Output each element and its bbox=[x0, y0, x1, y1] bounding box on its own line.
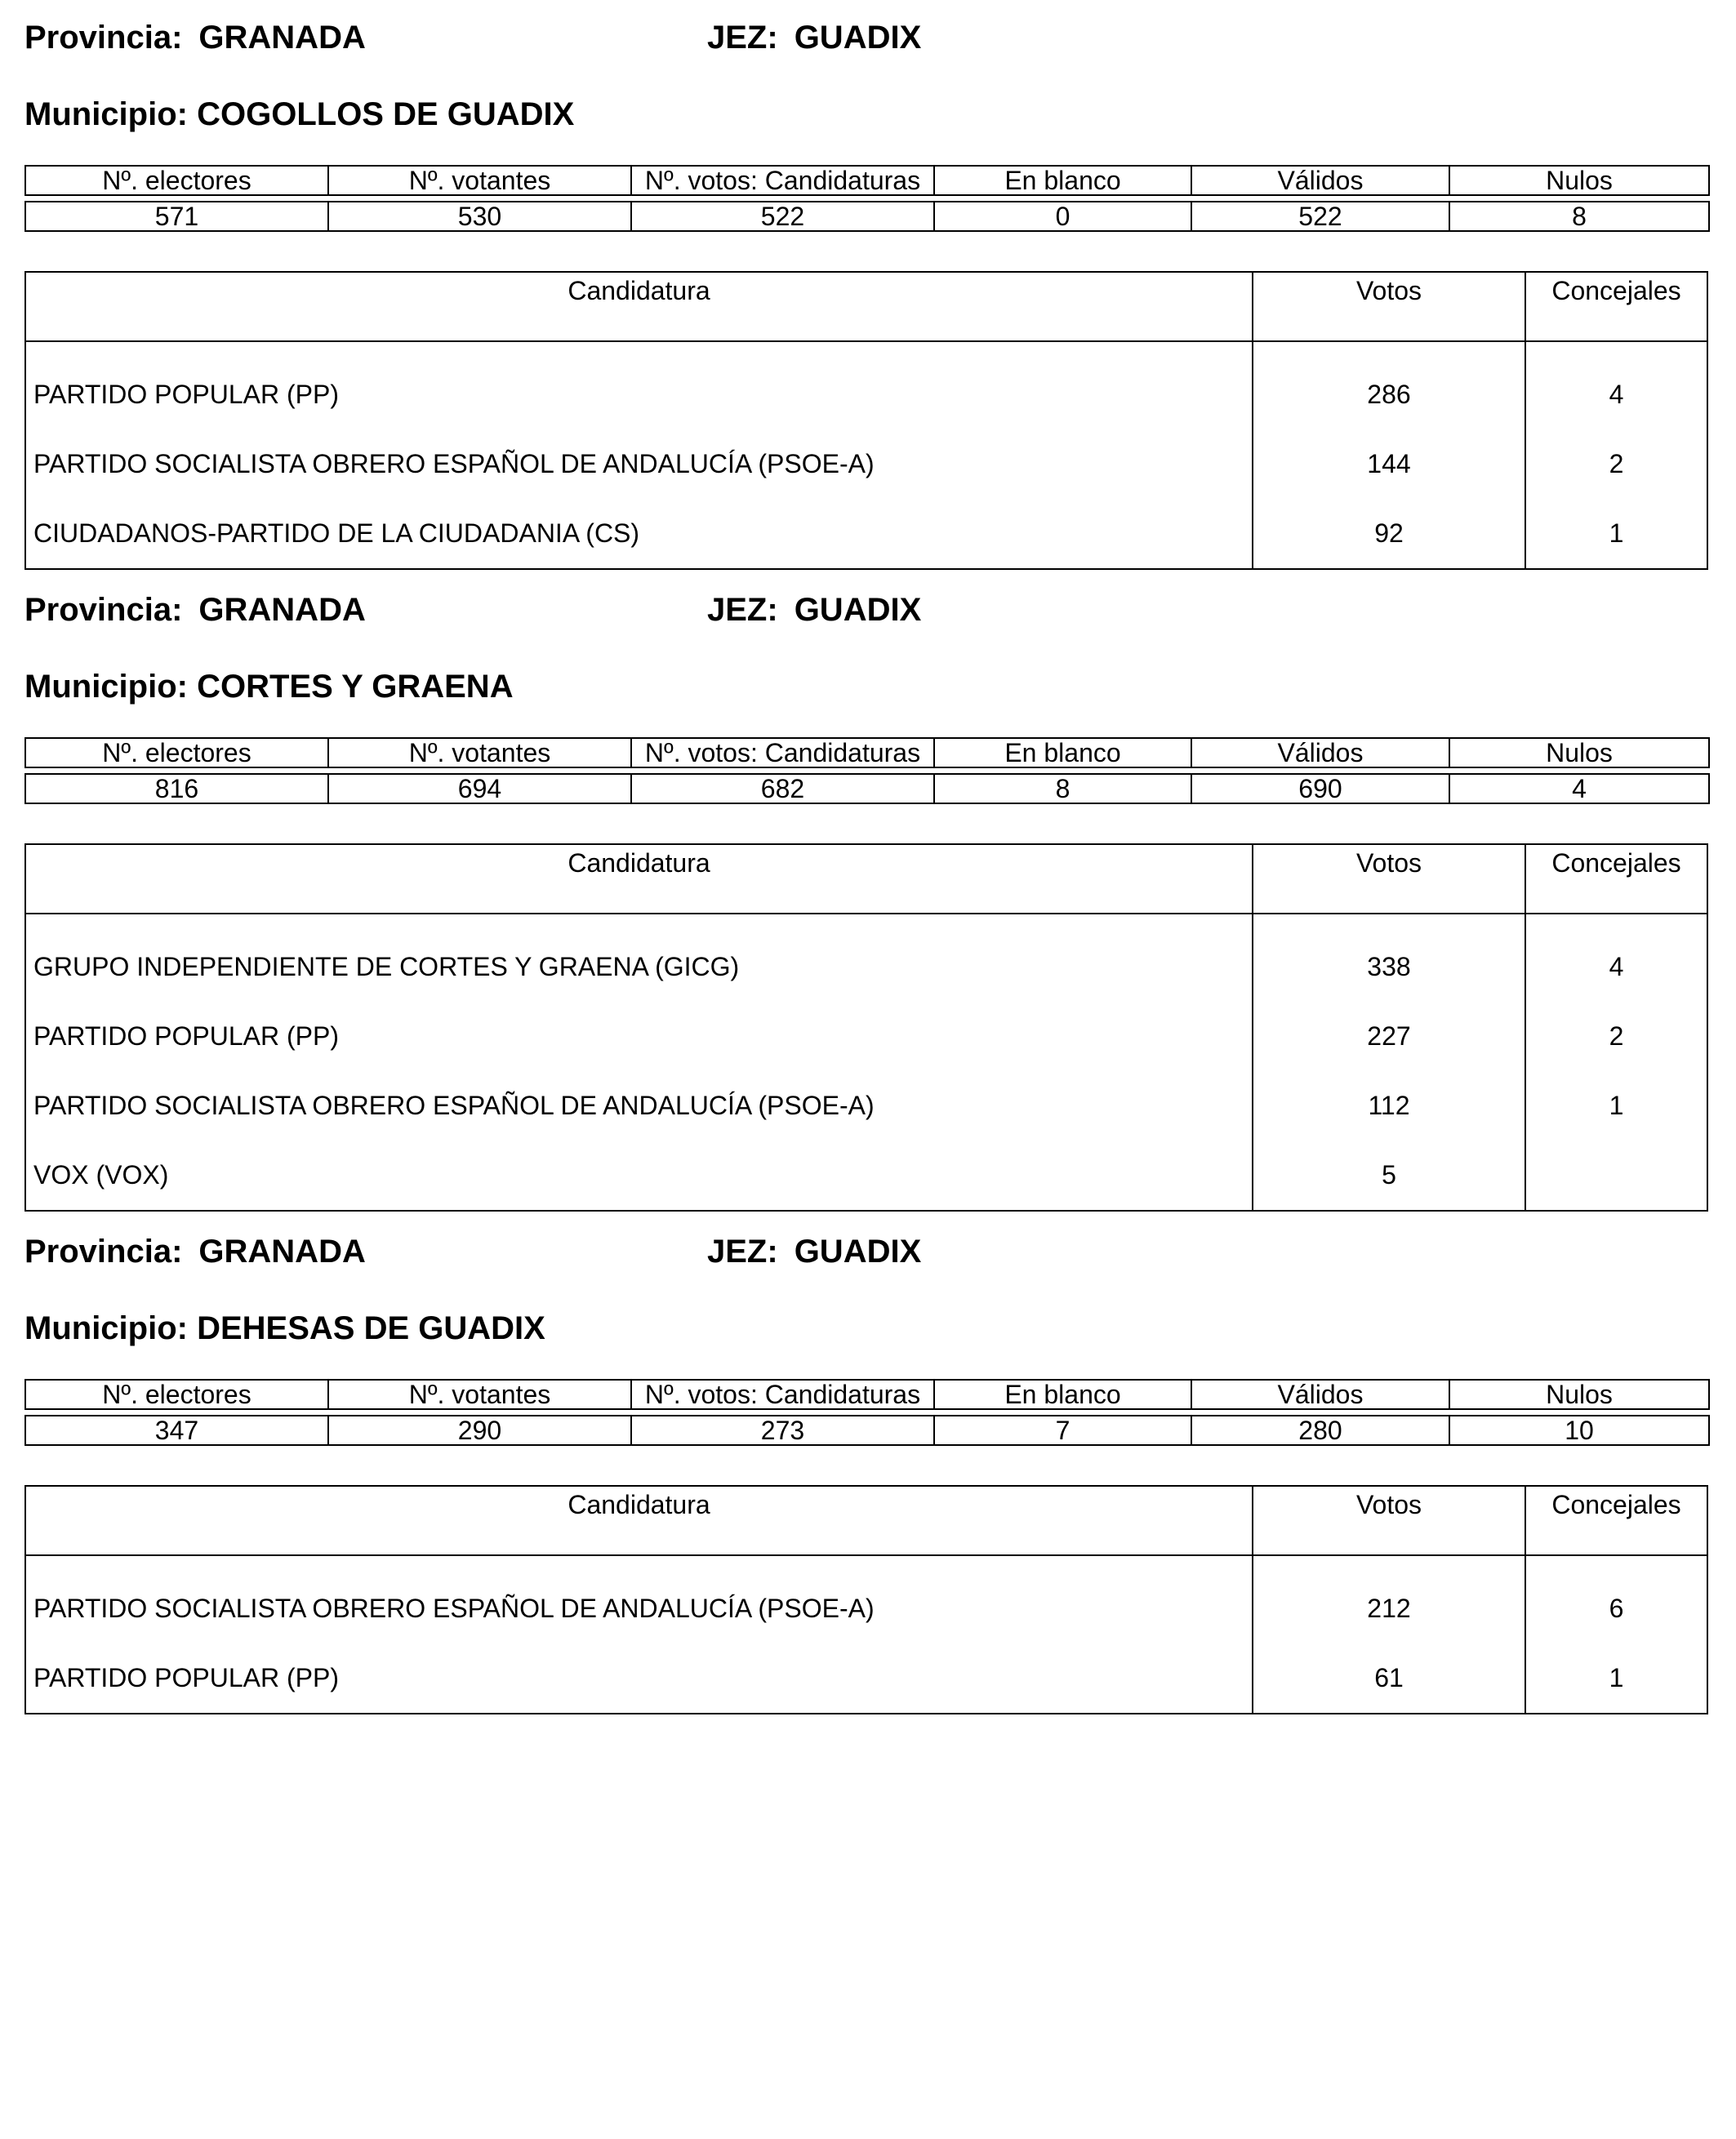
provincia-line bbox=[24, 18, 366, 57]
cand-name: PARTIDO SOCIALISTA OBRERO ESPAÑOL DE ANDALUCÍA (PSOE-A) bbox=[25, 1555, 1253, 1643]
cand-concejales: 4 bbox=[1525, 341, 1707, 429]
cand-name: PARTIDO POPULAR (PP) bbox=[25, 341, 1253, 429]
cand-header-row bbox=[25, 272, 1707, 341]
stats-header: Nº. electores bbox=[25, 738, 328, 767]
cand-row bbox=[25, 1643, 1707, 1714]
cand-row bbox=[25, 1002, 1707, 1071]
jez-line bbox=[707, 18, 921, 57]
cand-row bbox=[25, 1071, 1707, 1141]
stats-spacer bbox=[25, 1409, 1709, 1416]
stats-table bbox=[24, 165, 1710, 232]
stats-value: 816 bbox=[25, 774, 328, 803]
municipio-label: Municipio: bbox=[24, 96, 188, 132]
cand-concejales: 1 bbox=[1525, 499, 1707, 569]
cand-votos: 212 bbox=[1253, 1555, 1525, 1643]
cand-votos: 5 bbox=[1253, 1141, 1525, 1211]
cand-votos: 112 bbox=[1253, 1071, 1525, 1141]
cand-votos: 338 bbox=[1253, 914, 1525, 1002]
provincia-value: GRANADA bbox=[198, 20, 366, 56]
stats-value: 690 bbox=[1191, 774, 1449, 803]
provincia-label: Provincia: bbox=[24, 1234, 183, 1270]
provincia-line bbox=[24, 1232, 366, 1271]
stats-value-row bbox=[25, 202, 1709, 231]
stats-value: 694 bbox=[328, 774, 631, 803]
municipio-label: Municipio: bbox=[24, 669, 188, 705]
cand-concejales bbox=[1525, 1141, 1707, 1211]
cand-header: Candidatura bbox=[25, 1486, 1253, 1555]
stats-value: 4 bbox=[1449, 774, 1709, 803]
municipio-value: COGOLLOS DE GUADIX bbox=[197, 96, 575, 132]
cand-header-row bbox=[25, 1486, 1707, 1555]
cand-header: Votos bbox=[1253, 272, 1525, 341]
cand-row bbox=[25, 429, 1707, 499]
stats-value: 347 bbox=[25, 1416, 328, 1445]
stats-value: 682 bbox=[631, 774, 934, 803]
jez-value: GUADIX bbox=[794, 592, 922, 628]
stats-value: 290 bbox=[328, 1416, 631, 1445]
stats-header-row bbox=[25, 738, 1709, 767]
jez-value: GUADIX bbox=[794, 1234, 922, 1270]
cand-row bbox=[25, 1141, 1707, 1211]
cand-header-row bbox=[25, 844, 1707, 914]
stats-value: 522 bbox=[631, 202, 934, 231]
candidaturas-table bbox=[24, 1485, 1708, 1714]
cand-row bbox=[25, 341, 1707, 429]
provincia-line bbox=[24, 590, 366, 629]
stats-value: 0 bbox=[934, 202, 1191, 231]
cand-name: PARTIDO POPULAR (PP) bbox=[25, 1643, 1253, 1714]
stats-header: Válidos bbox=[1191, 166, 1449, 195]
candidaturas-table bbox=[24, 271, 1708, 570]
stats-value: 571 bbox=[25, 202, 328, 231]
stats-value: 10 bbox=[1449, 1416, 1709, 1445]
jez-label: JEZ: bbox=[707, 592, 778, 628]
stats-spacer bbox=[25, 767, 1709, 774]
stats-table bbox=[24, 1379, 1710, 1446]
cand-votos: 144 bbox=[1253, 429, 1525, 499]
cand-row bbox=[25, 1555, 1707, 1643]
cand-votos: 286 bbox=[1253, 341, 1525, 429]
stats-value: 7 bbox=[934, 1416, 1191, 1445]
provincia-value: GRANADA bbox=[198, 592, 366, 628]
jez-line bbox=[707, 1232, 921, 1271]
cand-header: Concejales bbox=[1525, 1486, 1707, 1555]
candidaturas-table bbox=[24, 843, 1708, 1212]
cand-votos: 92 bbox=[1253, 499, 1525, 569]
cand-name: PARTIDO SOCIALISTA OBRERO ESPAÑOL DE ANDALUCÍA (PSOE-A) bbox=[25, 429, 1253, 499]
stats-header: En blanco bbox=[934, 166, 1191, 195]
stats-header: Nº. votos: Candidaturas bbox=[631, 1380, 934, 1409]
stats-header-row bbox=[25, 166, 1709, 195]
municipio-line bbox=[24, 667, 514, 706]
stats-header: En blanco bbox=[934, 738, 1191, 767]
stats-header: Nulos bbox=[1449, 738, 1709, 767]
cand-row bbox=[25, 499, 1707, 569]
stats-value: 8 bbox=[934, 774, 1191, 803]
stats-value-row bbox=[25, 1416, 1709, 1445]
jez-value: GUADIX bbox=[794, 20, 922, 56]
cand-name: GRUPO INDEPENDIENTE DE CORTES Y GRAENA (GICG) bbox=[25, 914, 1253, 1002]
cand-header: Votos bbox=[1253, 844, 1525, 914]
stats-spacer bbox=[25, 195, 1709, 202]
cand-concejales: 1 bbox=[1525, 1643, 1707, 1714]
stats-value: 8 bbox=[1449, 202, 1709, 231]
cand-header: Candidatura bbox=[25, 844, 1253, 914]
cand-header: Concejales bbox=[1525, 844, 1707, 914]
stats-header: Nulos bbox=[1449, 166, 1709, 195]
municipio-line bbox=[24, 1309, 545, 1348]
cand-name: VOX (VOX) bbox=[25, 1141, 1253, 1211]
stats-value: 522 bbox=[1191, 202, 1449, 231]
stats-value: 273 bbox=[631, 1416, 934, 1445]
stats-value-row bbox=[25, 774, 1709, 803]
cand-votos: 227 bbox=[1253, 1002, 1525, 1071]
municipio-label: Municipio: bbox=[24, 1310, 188, 1346]
cand-name: CIUDADANOS-PARTIDO DE LA CIUDADANIA (CS) bbox=[25, 499, 1253, 569]
jez-line bbox=[707, 590, 921, 629]
stats-header: Nº. votantes bbox=[328, 738, 631, 767]
cand-header: Votos bbox=[1253, 1486, 1525, 1555]
stats-header: Válidos bbox=[1191, 738, 1449, 767]
cand-row bbox=[25, 914, 1707, 1002]
cand-concejales: 2 bbox=[1525, 429, 1707, 499]
cand-concejales: 2 bbox=[1525, 1002, 1707, 1071]
stats-header: En blanco bbox=[934, 1380, 1191, 1409]
cand-header: Candidatura bbox=[25, 272, 1253, 341]
cand-votos: 61 bbox=[1253, 1643, 1525, 1714]
cand-name: PARTIDO POPULAR (PP) bbox=[25, 1002, 1253, 1071]
stats-header: Nº. electores bbox=[25, 166, 328, 195]
stats-header: Nulos bbox=[1449, 1380, 1709, 1409]
municipio-value: DEHESAS DE GUADIX bbox=[197, 1310, 545, 1346]
cand-concejales: 6 bbox=[1525, 1555, 1707, 1643]
municipio-line bbox=[24, 95, 574, 134]
provincia-label: Provincia: bbox=[24, 592, 183, 628]
stats-value: 280 bbox=[1191, 1416, 1449, 1445]
stats-header: Nº. votantes bbox=[328, 1380, 631, 1409]
jez-label: JEZ: bbox=[707, 1234, 778, 1270]
stats-header: Nº. votos: Candidaturas bbox=[631, 738, 934, 767]
provincia-value: GRANADA bbox=[198, 1234, 366, 1270]
stats-value: 530 bbox=[328, 202, 631, 231]
stats-header: Nº. votos: Candidaturas bbox=[631, 166, 934, 195]
cand-concejales: 1 bbox=[1525, 1071, 1707, 1141]
municipio-value: CORTES Y GRAENA bbox=[197, 669, 514, 705]
provincia-label: Provincia: bbox=[24, 20, 183, 56]
cand-concejales: 4 bbox=[1525, 914, 1707, 1002]
jez-label: JEZ: bbox=[707, 20, 778, 56]
stats-header: Nº. electores bbox=[25, 1380, 328, 1409]
cand-name: PARTIDO SOCIALISTA OBRERO ESPAÑOL DE ANDALUCÍA (PSOE-A) bbox=[25, 1071, 1253, 1141]
cand-header: Concejales bbox=[1525, 272, 1707, 341]
stats-table bbox=[24, 737, 1710, 804]
stats-header: Válidos bbox=[1191, 1380, 1449, 1409]
stats-header: Nº. votantes bbox=[328, 166, 631, 195]
stats-header-row bbox=[25, 1380, 1709, 1409]
